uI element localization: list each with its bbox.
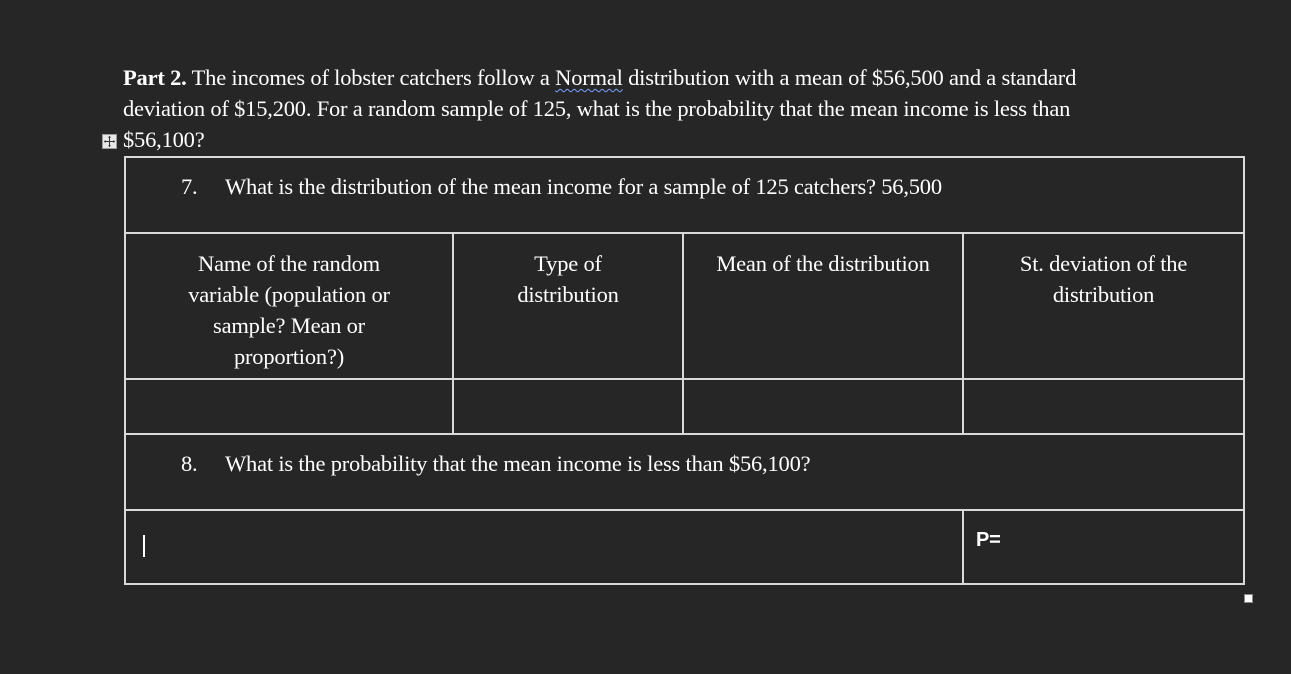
answer-type-cell[interactable]: [453, 379, 683, 434]
header-row: [125, 233, 1244, 379]
header-random-variable: Name of the random variable (population or sample? Mean or proportion?): [188, 251, 390, 369]
header-type-cell[interactable]: [453, 233, 683, 379]
answer-input-row: [125, 379, 1244, 434]
part-label: Part 2.: [123, 65, 187, 90]
header-stdev-cell[interactable]: [963, 233, 1244, 379]
header-mean-cell[interactable]: [683, 233, 963, 379]
probability-answer-row: [125, 510, 1244, 584]
question-7-text: What is the distribution of the mean income for a sample of 125 catchers? 56,500: [225, 174, 942, 199]
header-type-of-distribution: Type of distribution: [517, 251, 619, 307]
header-random-variable-cell[interactable]: [125, 233, 453, 379]
header-mean-of-distribution: Mean of the distribution: [716, 251, 930, 276]
problem-paragraph: [123, 62, 1253, 155]
probability-cell[interactable]: [963, 510, 1244, 584]
paragraph-line-1: [123, 62, 1253, 93]
answer-stdev-cell[interactable]: [963, 379, 1244, 434]
move-arrows-icon[interactable]: [102, 134, 117, 149]
header-st-deviation: St. deviation of the distribution: [1019, 251, 1188, 307]
line1-text-after: distribution with a mean of $56,500 and a standard: [622, 65, 1077, 90]
question-8-row: [125, 434, 1244, 510]
paragraph-line-3: $56,100?: [123, 127, 205, 152]
text-cursor: [143, 535, 145, 557]
probability-label: P=: [976, 529, 1001, 551]
resize-square-icon[interactable]: [1244, 594, 1253, 603]
normal-word[interactable]: Normal: [555, 65, 623, 90]
question-8-number: 8.: [181, 451, 198, 476]
paragraph-line-2: deviation of $15,200. For a random sample of 125, what is the probability that the mean income is less than: [123, 96, 1071, 121]
question-7-row: [125, 157, 1244, 233]
answer-random-variable-cell[interactable]: [125, 379, 453, 434]
line1-text-before: The incomes of lobster catchers follow a: [186, 65, 556, 90]
question-8-text: What is the probability that the mean income is less than $56,100?: [225, 451, 811, 476]
question-7-number: 7.: [181, 174, 198, 199]
worksheet-table: [124, 156, 1245, 585]
question-8-cell[interactable]: [125, 434, 1244, 510]
question-7-cell[interactable]: [125, 157, 1244, 233]
work-area-cell[interactable]: [125, 510, 963, 584]
answer-mean-cell[interactable]: [683, 379, 963, 434]
